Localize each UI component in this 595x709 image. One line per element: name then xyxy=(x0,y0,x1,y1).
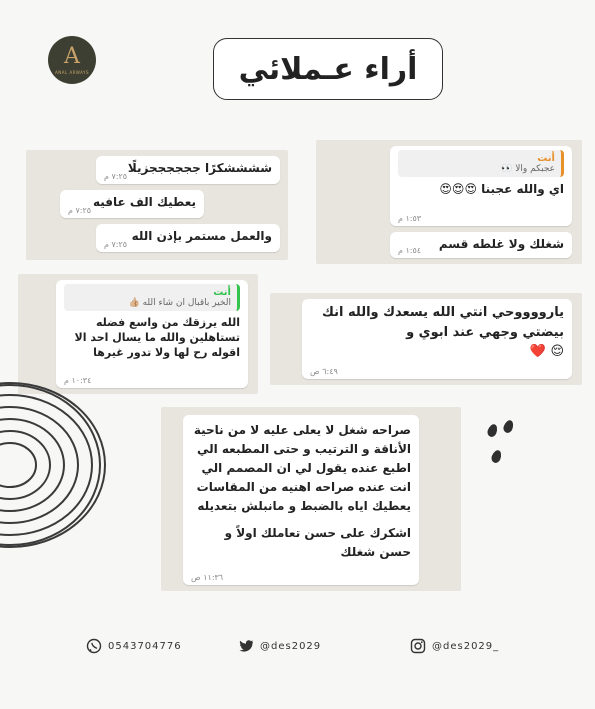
message-text: شغلك ولا غلطه قسم xyxy=(438,237,564,251)
decorative-rings xyxy=(0,380,120,550)
title-box xyxy=(213,38,443,100)
chat-panel-5 xyxy=(161,407,461,591)
message-bubble xyxy=(302,299,572,379)
page-title: أراء عـملائي xyxy=(238,51,418,87)
footer-phone[interactable] xyxy=(86,638,182,654)
reply-quote xyxy=(64,284,240,311)
message-bubble xyxy=(390,146,572,226)
message-bubble xyxy=(60,190,204,218)
message-text: والعمل مستمر بإذن الله xyxy=(131,229,272,243)
brand-logo xyxy=(48,36,96,84)
message-time: ٦:٤٩ ص xyxy=(310,367,338,376)
message-bubble xyxy=(390,232,572,258)
message-bubble xyxy=(56,280,248,388)
message-time: ٧:٢٥ م xyxy=(68,206,92,215)
message-text: يارووووحي انتي الله يسعدك والله انك بيضتي وجهي عند ابوي و xyxy=(322,305,564,340)
message-text: صراحه شغل لا يعلى عليه لا من ناحية الأناقة و الترتيب و حتى المطبعه الي اطبع عنده يقول لي ان المصمم الي انت عنده صراحه اهنيه من المقاسات يعطيك اياه بالضبط و مانبلش بتعديله xyxy=(193,423,411,513)
message-time: ٧:٢٥ م xyxy=(104,240,128,249)
reply-quote xyxy=(398,150,564,177)
reply-text: عجبكم والا 👀 xyxy=(501,164,555,174)
reply-author: أنت xyxy=(537,153,555,164)
message-text: يعطيك الف عافيه xyxy=(92,195,196,209)
phone-number: 0543704776 xyxy=(108,640,182,652)
message-bubble xyxy=(96,156,280,184)
instagram-handle: @des2029_ xyxy=(432,640,500,652)
message-bubble xyxy=(183,415,419,585)
message-time: ٧:٢٥ م xyxy=(104,172,128,181)
twitter-icon xyxy=(238,638,254,654)
message-bubble xyxy=(96,224,280,252)
twitter-handle: @des2029 xyxy=(260,640,322,652)
message-time: ١:٥٤ م xyxy=(398,246,422,255)
chat-panel-1 xyxy=(316,140,582,264)
message-text: اي والله عجبنا 😍😍😍 xyxy=(439,182,564,196)
chat-panel-4 xyxy=(270,293,582,385)
message-time: ١:٥٣ م xyxy=(398,214,422,223)
footer-instagram[interactable] xyxy=(410,638,499,654)
reply-author: أنت xyxy=(213,287,231,298)
logo-letter: A xyxy=(64,43,80,69)
message-text: الله يرزقك من واسع فضله تستاهلين والله ما يسال احد الا اقوله رح لها ولا تدور غيرها xyxy=(74,316,240,359)
message-emoji: 😌 ❤️ xyxy=(529,344,564,359)
whatsapp-icon xyxy=(86,638,102,654)
logo-caption: ANAL ARWAYS xyxy=(55,69,89,75)
quote-mark-icon xyxy=(482,420,522,470)
footer-twitter[interactable] xyxy=(238,638,321,654)
message-time: ١١:٣٦ ص xyxy=(191,573,224,582)
chat-panel-3 xyxy=(18,274,258,394)
message-text-2: اشكرك على حسن تعاملك اولاً و حسن شغلك xyxy=(224,526,411,559)
instagram-icon xyxy=(410,638,426,654)
chat-panel-2 xyxy=(26,150,288,260)
message-text: ششششكرًا ججججججزيلًا xyxy=(127,161,272,175)
reply-text: الخير باقبال ان شاء الله 👍🏼 xyxy=(128,298,231,308)
message-time: ١٠:٣٤ م xyxy=(64,376,92,385)
